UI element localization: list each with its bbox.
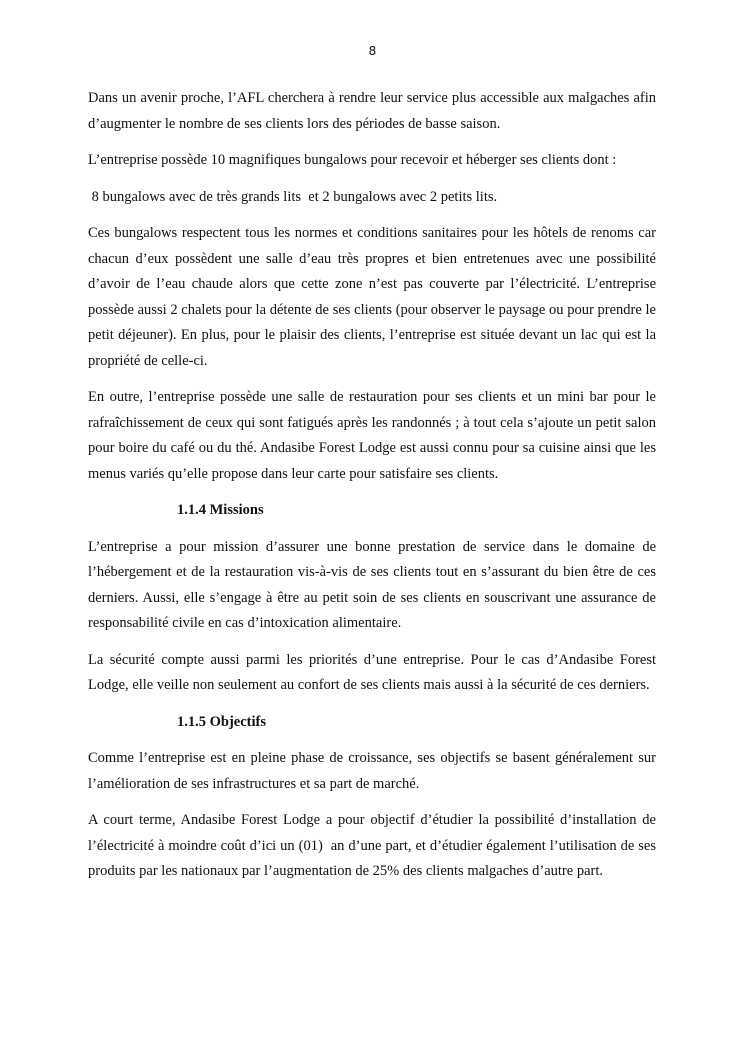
page-number: 8	[368, 44, 377, 58]
section-heading-objectifs: 1.1.5 Objectifs	[177, 713, 266, 730]
paragraph-objectives-growth: Comme l’entreprise est en pleine phase de croissance, ses objectifs se basent généralement sur l’amélioration de ses infrastructures et sa part de marché.	[88, 750, 656, 792]
paragraph-bungalows-intro: L’entreprise possède 10 magnifiques bungalows pour recevoir et héberger ses clients dont :	[88, 152, 617, 168]
paragraph-mission: L’entreprise a pour mission d’assurer une bonne prestation de service dans le domaine de l’hébergement et de la restauration vis-à-vis de ses clients tout en s’assurant du bien être de ces derniers. Aussi, elle s’engage à être au petit soin de ses clients en souscrivant une assurance de responsabilité civile en cas d’intoxication alimentaire.	[88, 538, 656, 631]
paragraph-bungalows-beds: 8 bungalows avec de très grands lits et 2 bungalows avec 2 petits lits.	[88, 188, 498, 205]
paragraph-restaurant: En outre, l’entreprise possède une salle de restauration pour ses clients et un mini bar pour le rafraîchissement de ceux qui sont fatigués après les randonnés ; à tout cela s’ajoute un petit salon pour boire du café ou du thé. Andasibe Forest Lodge est aussi connu pour sa cuisine ainsi que les menus variés qu’elle propose dans leur carte pour satisfaire ses clients.	[88, 389, 656, 482]
section-heading-missions: 1.1.4 Missions	[177, 502, 264, 518]
paragraph-objectives-short-term: A court terme, Andasibe Forest Lodge a pour objectif d’étudier la possibilité d’installation de l’électricité à moindre coût d’ici un (01) an d’une part, et d’étudier également l’utilisation de ses produits par les nationaux par l’augmentation de 25% des clients malgaches d’autre part.	[88, 812, 660, 879]
document-body	[88, 86, 660, 896]
paragraph-bungalows-standards: Ces bungalows respectent tous les normes et conditions sanitaires pour les hôtels de renoms car chacun d’eux possèdent une salle d’eau très propres et bien entretenues avec une possibilité d’avoir de l’eau chaude alors que cette zone n’est pas couverte par l’électricité. L’entreprise possède aussi 2 chalets pour la détente de ses clients (pour observer le paysage ou pour prendre le petit déjeuner). En plus, pour le plaisir des clients, l’entreprise est située devant un lac qui est la propriété de celle-ci.	[88, 225, 656, 369]
paragraph-afl-accessibility: Dans un avenir proche, l’AFL cherchera à rendre leur service plus accessible aux malgaches afin d’augmenter le nombre de ses clients lors des périodes de basse saison.	[88, 90, 656, 132]
paragraph-security: La sécurité compte aussi parmi les priorités d’une entreprise. Pour le cas d’Andasibe Forest Lodge, elle veille non seulement au confort de ses clients mais aussi à la sécurité de ces derniers.	[88, 651, 656, 693]
